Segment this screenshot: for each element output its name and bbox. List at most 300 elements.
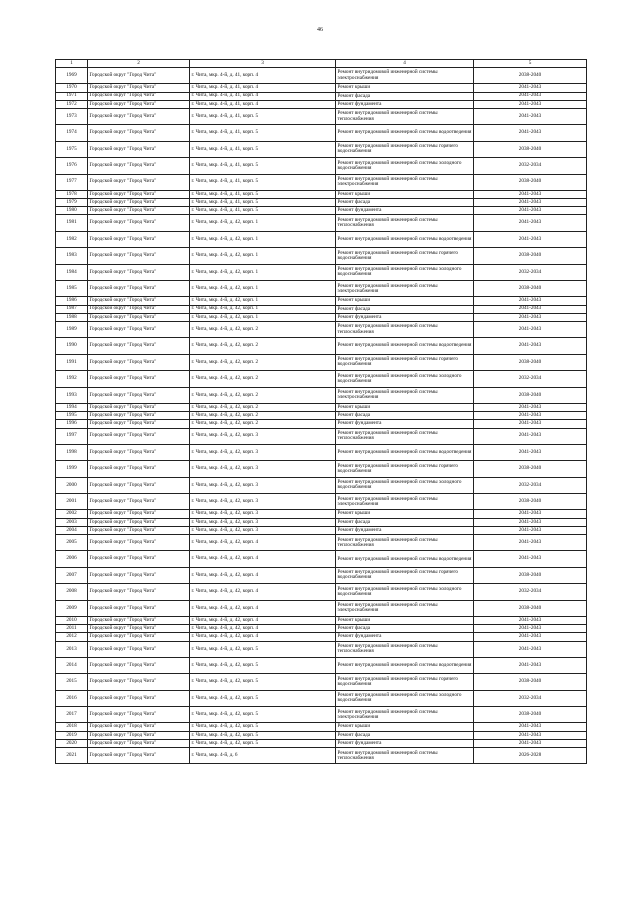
cell-number: 2017 [56,707,88,723]
cell-municipality: Городской округ "Город Чита" [88,313,190,321]
cell-work-type: Ремонт внутридомовой инженерной системы водоотведения [336,551,474,567]
cell-address: г. Чита, мкр. 4-й, д. 42, корп. 3 [190,526,336,534]
cell-period: 2041-2043 [474,125,587,141]
table-row [56,633,587,641]
cell-number: 1969 [56,68,88,84]
cell-address: г. Чита, мкр. 4-й, д. 42, корп. 1 [190,264,336,280]
cell-address: г. Чита, мкр. 4-й, д. 41, корп. 4 [190,92,336,100]
cell-work-type: Ремонт внутридомовой инженерной системы электроснабжения [336,707,474,723]
cell-work-type: Ремонт фасада [336,412,474,420]
cell-work-type: Ремонт фундамента [336,313,474,321]
cell-period: 2041-2043 [474,92,587,100]
cell-address: г. Чита, мкр. 4-й, д. 42, корп. 1 [190,281,336,297]
cell-work-type: Ремонт фундамента [336,207,474,215]
table-row [56,477,587,493]
table-row [56,674,587,690]
cell-municipality: Городской округ "Город Чита" [88,100,190,108]
table-row [56,371,587,387]
cell-municipality: Городской округ "Город Чита" [88,190,190,198]
cell-municipality: Городской округ "Город Чита" [88,731,190,739]
cell-period: 2041-2043 [474,657,587,673]
cell-number: 1992 [56,371,88,387]
cell-period: 2041-2043 [474,100,587,108]
cell-number: 1976 [56,158,88,174]
cell-address: г. Чита, мкр. 4-й, д. 42, корп. 5 [190,723,336,731]
cell-period: 2041-2043 [474,535,587,551]
cell-address: г. Чита, мкр. 4-й, д. 41, корп. 5 [190,158,336,174]
cell-address: г. Чита, мкр. 4-й, д. 42, корп. 1 [190,305,336,313]
table-row [56,190,587,198]
cell-address: г. Чита, мкр. 4-й, д. 42, корп. 3 [190,494,336,510]
cell-period: 2032-2034 [474,371,587,387]
cell-number: 2010 [56,616,88,624]
cell-period: 2041-2043 [474,199,587,207]
cell-work-type: Ремонт внутридомовой инженерной системы холодного водоснабжения [336,371,474,387]
cell-period: 2032-2034 [474,584,587,600]
cell-period: 2041-2043 [474,207,587,215]
cell-number: 1978 [56,190,88,198]
cell-address: г. Чита, мкр. 4-й, д. 42, корп. 2 [190,371,336,387]
cell-work-type: Ремонт внутридомовой инженерной системы теплоснабжения [336,748,474,764]
cell-number: 1991 [56,354,88,370]
table-row [56,248,587,264]
table-row [56,739,587,747]
cell-number: 1975 [56,141,88,157]
cell-municipality: Городской округ "Город Чита" [88,567,190,583]
cell-municipality: Городской округ "Город Чита" [88,428,190,444]
cell-municipality: Городской округ "Город Чита" [88,707,190,723]
table-row [56,444,587,460]
cell-number: 1972 [56,100,88,108]
cell-municipality: Городской округ "Город Чита" [88,207,190,215]
cell-number: 1977 [56,174,88,190]
cell-work-type: Ремонт внутридомовой инженерной системы горячего водоснабжения [336,354,474,370]
cell-number: 1973 [56,108,88,124]
register-table [55,59,587,764]
table-row [56,657,587,673]
cell-address: г. Чита, мкр. 4-й, д. 42, корп. 5 [190,657,336,673]
cell-number: 2000 [56,477,88,493]
cell-municipality: Городской округ "Город Чита" [88,494,190,510]
cell-address: г. Чита, мкр. 4-й, д. 42, корп. 2 [190,420,336,428]
header-col-3: 3 [190,60,336,68]
cell-number: 1980 [56,207,88,215]
cell-address: г. Чита, мкр. 4-й, д. 42, корп. 3 [190,428,336,444]
table-row [56,494,587,510]
table-row [56,174,587,190]
table-row [56,338,587,354]
cell-period: 2038-2040 [474,354,587,370]
table-row [56,305,587,313]
cell-number: 2008 [56,584,88,600]
cell-number: 2009 [56,600,88,616]
cell-address: г. Чита, мкр. 4-й, д. 42, корп. 1 [190,248,336,264]
table-row [56,412,587,420]
cell-period: 2038-2040 [474,707,587,723]
cell-work-type: Ремонт внутридомовой инженерной системы водоотведения [336,657,474,673]
cell-address: г. Чита, мкр. 4-й, д. 42, корп. 2 [190,338,336,354]
cell-municipality: Городской округ "Город Чита" [88,248,190,264]
cell-municipality: Городской округ "Город Чита" [88,420,190,428]
cell-municipality: Городской округ "Город Чита" [88,125,190,141]
cell-address: г. Чита, мкр. 4-й, д. 41, корп. 5 [190,141,336,157]
cell-work-type: Ремонт фасада [336,731,474,739]
cell-municipality: Городской округ "Город Чита" [88,68,190,84]
cell-period: 2041-2043 [474,526,587,534]
cell-number: 1970 [56,84,88,92]
cell-number: 2019 [56,731,88,739]
cell-address: г. Чита, мкр. 4-й, д. 42, корп. 2 [190,321,336,337]
cell-work-type: Ремонт внутридомовой инженерной системы водоотведения [336,125,474,141]
table-row [56,387,587,403]
table-body [56,68,587,764]
cell-address: г. Чита, мкр. 4-й, д. 42, корп. 4 [190,551,336,567]
cell-period: 2038-2040 [474,567,587,583]
cell-municipality: Городской округ "Город Чита" [88,199,190,207]
cell-work-type: Ремонт фасада [336,199,474,207]
cell-address: г. Чита, мкр. 4-й, д. 42, корп. 5 [190,707,336,723]
table-row [56,281,587,297]
table-row [56,510,587,518]
cell-address: г. Чита, мкр. 4-й, д. 42, корп. 1 [190,215,336,231]
cell-work-type: Ремонт фундамента [336,100,474,108]
table-row [56,207,587,215]
table-row [56,461,587,477]
cell-work-type: Ремонт внутридомовой инженерной системы холодного водоснабжения [336,158,474,174]
table-row [56,297,587,305]
cell-work-type: Ремонт внутридомовой инженерной системы холодного водоснабжения [336,584,474,600]
cell-municipality: Городской округ "Город Чита" [88,690,190,706]
cell-work-type: Ремонт внутридомовой инженерной системы электроснабжения [336,174,474,190]
cell-work-type: Ремонт внутридомовой инженерной системы холодного водоснабжения [336,477,474,493]
table-row [56,641,587,657]
cell-period: 2038-2040 [474,387,587,403]
cell-number: 1989 [56,321,88,337]
cell-work-type: Ремонт внутридомовой инженерной системы холодного водоснабжения [336,264,474,280]
header-col-1: 1 [56,60,88,68]
cell-municipality: Городской округ "Город Чита" [88,739,190,747]
cell-municipality: Городской округ "Город Чита" [88,321,190,337]
cell-municipality: Городской округ "Город Чита" [88,518,190,526]
cell-work-type: Ремонт крыши [336,297,474,305]
cell-work-type: Ремонт внутридомовой инженерной системы водоотведения [336,444,474,460]
cell-number: 1998 [56,444,88,460]
cell-municipality: Городской округ "Город Чита" [88,174,190,190]
cell-number: 2012 [56,633,88,641]
cell-work-type: Ремонт внутридомовой инженерной системы водоотведения [336,231,474,247]
cell-period: 2041-2043 [474,723,587,731]
cell-number: 2015 [56,674,88,690]
cell-municipality: Городской округ "Город Чита" [88,477,190,493]
cell-address: г. Чита, мкр. 4-й, д. 41, корп. 5 [190,207,336,215]
cell-municipality: Городской округ "Город Чита" [88,297,190,305]
table-row [56,92,587,100]
cell-period: 2038-2040 [474,600,587,616]
cell-address: г. Чита, мкр. 4-й, д. 42, корп. 1 [190,313,336,321]
cell-address: г. Чита, мкр. 4-й, д. 42, корп. 5 [190,641,336,657]
cell-work-type: Ремонт внутридомовой инженерной системы электроснабжения [336,387,474,403]
cell-address: г. Чита, мкр. 4-й, д. 42, корп. 5 [190,739,336,747]
cell-municipality: Городской округ "Город Чита" [88,461,190,477]
cell-period: 2038-2040 [474,174,587,190]
cell-period: 2038-2040 [474,494,587,510]
table-row [56,68,587,84]
cell-municipality: Городской округ "Город Чита" [88,657,190,673]
cell-address: г. Чита, мкр. 4-й, д. 41, корп. 4 [190,84,336,92]
cell-address: г. Чита, мкр. 4-й, д. 41, корп. 5 [190,190,336,198]
table-row [56,100,587,108]
cell-number: 2005 [56,535,88,551]
cell-number: 1988 [56,313,88,321]
cell-municipality: Городской округ "Город Чита" [88,281,190,297]
cell-address: г. Чита, мкр. 4-й, д. 42, корп. 3 [190,518,336,526]
cell-period: 2032-2034 [474,477,587,493]
cell-work-type: Ремонт внутридомовой инженерной системы горячего водоснабжения [336,567,474,583]
cell-address: г. Чита, мкр. 4-й, д. 41, корп. 5 [190,108,336,124]
cell-period: 2041-2043 [474,616,587,624]
cell-number: 1985 [56,281,88,297]
cell-period: 2038-2040 [474,68,587,84]
cell-number: 1987 [56,305,88,313]
cell-period: 2038-2040 [474,281,587,297]
cell-municipality: Городской округ "Город Чита" [88,674,190,690]
cell-work-type: Ремонт внутридомовой инженерной системы электроснабжения [336,68,474,84]
table-row [56,84,587,92]
cell-work-type: Ремонт внутридомовой инженерной системы водоотведения [336,338,474,354]
table-row [56,403,587,411]
page-number: 46 [317,27,323,33]
table-row [56,321,587,337]
cell-work-type: Ремонт фундамента [336,420,474,428]
cell-work-type: Ремонт внутридомовой инженерной системы горячего водоснабжения [336,141,474,157]
cell-address: г. Чита, мкр. 4-й, д. 42, корп. 4 [190,535,336,551]
cell-work-type: Ремонт внутридомовой инженерной системы теплоснабжения [336,215,474,231]
cell-number: 2011 [56,625,88,633]
table-row [56,420,587,428]
table-row [56,158,587,174]
cell-number: 1994 [56,403,88,411]
cell-number: 2016 [56,690,88,706]
cell-work-type: Ремонт внутридомовой инженерной системы горячего водоснабжения [336,248,474,264]
table-row [56,428,587,444]
cell-period: 2041-2043 [474,633,587,641]
table-row [56,199,587,207]
cell-number: 2021 [56,748,88,764]
cell-period: 2038-2040 [474,141,587,157]
cell-period: 2041-2043 [474,190,587,198]
cell-number: 2004 [56,526,88,534]
cell-address: г. Чита, мкр. 4-й, д. 42, корп. 3 [190,510,336,518]
cell-number: 1993 [56,387,88,403]
cell-municipality: Городской округ "Город Чита" [88,92,190,100]
cell-address: г. Чита, мкр. 4-й, д. 42, корп. 5 [190,674,336,690]
cell-municipality: Городской округ "Город Чита" [88,108,190,124]
cell-municipality: Городской округ "Город Чита" [88,338,190,354]
table-row [56,518,587,526]
cell-address: г. Чита, мкр. 4-й, д. 42, корп. 4 [190,600,336,616]
cell-work-type: Ремонт фасада [336,518,474,526]
cell-address: г. Чита, мкр. 4-й, д. 42, корп. 1 [190,231,336,247]
cell-municipality: Городской округ "Город Чита" [88,84,190,92]
cell-number: 2020 [56,739,88,747]
table-row [56,231,587,247]
cell-number: 1983 [56,248,88,264]
cell-address: г. Чита, мкр. 4-й, д. 42, корп. 5 [190,731,336,739]
cell-municipality: Городской округ "Город Чита" [88,584,190,600]
cell-address: г. Чита, мкр. 4-й, д. 42, корп. 5 [190,690,336,706]
cell-period: 2041-2043 [474,444,587,460]
cell-work-type: Ремонт фундамента [336,526,474,534]
cell-work-type: Ремонт внутридомовой инженерной системы горячего водоснабжения [336,674,474,690]
cell-number: 2007 [56,567,88,583]
cell-period: 2041-2043 [474,731,587,739]
header-col-2: 2 [88,60,190,68]
cell-municipality: Городской округ "Город Чита" [88,215,190,231]
cell-municipality: Городской округ "Город Чита" [88,371,190,387]
table-row [56,600,587,616]
cell-municipality: Городской округ "Город Чита" [88,641,190,657]
cell-work-type: Ремонт фасада [336,625,474,633]
table-row [56,690,587,706]
cell-number: 1982 [56,231,88,247]
cell-number: 2002 [56,510,88,518]
cell-work-type: Ремонт крыши [336,190,474,198]
table-row [56,625,587,633]
cell-period: 2041-2043 [474,338,587,354]
cell-work-type: Ремонт фасада [336,305,474,313]
cell-municipality: Городской округ "Город Чита" [88,526,190,534]
cell-number: 1974 [56,125,88,141]
cell-address: г. Чита, мкр. 4-й, д. 41, корп. 5 [190,125,336,141]
cell-number: 1979 [56,199,88,207]
cell-number: 2006 [56,551,88,567]
table-row [56,125,587,141]
cell-period: 2041-2043 [474,305,587,313]
cell-period: 2041-2043 [474,321,587,337]
cell-municipality: Городской округ "Город Чита" [88,633,190,641]
cell-period: 2041-2043 [474,403,587,411]
cell-address: г. Чита, мкр. 4-й, д. 42, корп. 4 [190,584,336,600]
cell-municipality: Городской округ "Город Чита" [88,387,190,403]
cell-work-type: Ремонт фундамента [336,633,474,641]
cell-municipality: Городской округ "Город Чита" [88,551,190,567]
cell-period: 2041-2043 [474,313,587,321]
cell-municipality: Городской округ "Город Чита" [88,412,190,420]
cell-period: 2041-2043 [474,84,587,92]
cell-period: 2041-2043 [474,739,587,747]
cell-period: 2041-2043 [474,215,587,231]
table-row [56,567,587,583]
table-row [56,215,587,231]
table-row [56,108,587,124]
cell-work-type: Ремонт внутридомовой инженерной системы электроснабжения [336,281,474,297]
cell-address: г. Чита, мкр. 4-й, д. 41, корп. 5 [190,174,336,190]
cell-address: г. Чита, мкр. 4-й, д. 42, корп. 4 [190,633,336,641]
cell-number: 1981 [56,215,88,231]
cell-number: 1984 [56,264,88,280]
cell-period: 2032-2034 [474,690,587,706]
cell-work-type: Ремонт крыши [336,723,474,731]
cell-municipality: Городской округ "Город Чита" [88,535,190,551]
cell-work-type: Ремонт крыши [336,403,474,411]
cell-municipality: Городской округ "Город Чита" [88,723,190,731]
cell-address: г. Чита, мкр. 4-й, д. 42, корп. 3 [190,461,336,477]
cell-period: 2041-2043 [474,518,587,526]
cell-address: г. Чита, мкр. 4-й, д. 42, корп. 1 [190,297,336,305]
cell-number: 2013 [56,641,88,657]
table-row [56,526,587,534]
cell-period: 2041-2043 [474,551,587,567]
header-col-4: 4 [336,60,474,68]
cell-number: 1997 [56,428,88,444]
cell-period: 2032-2034 [474,158,587,174]
cell-municipality: Городской округ "Город Чита" [88,510,190,518]
cell-work-type: Ремонт внутридомовой инженерной системы теплоснабжения [336,641,474,657]
table-row [56,141,587,157]
cell-period: 2041-2043 [474,625,587,633]
cell-work-type: Ремонт внутридомовой инженерной системы теплоснабжения [336,535,474,551]
cell-work-type: Ремонт внутридомовой инженерной системы электроснабжения [336,494,474,510]
cell-work-type: Ремонт внутридомовой инженерной системы теплоснабжения [336,428,474,444]
cell-address: г. Чита, мкр. 4-й, д. 42, корп. 4 [190,567,336,583]
table-row [56,707,587,723]
cell-address: г. Чита, мкр. 4-й, д. 42, корп. 2 [190,403,336,411]
cell-work-type: Ремонт внутридомовой инженерной системы холодного водоснабжения [336,690,474,706]
cell-municipality: Городской округ "Город Чита" [88,141,190,157]
cell-work-type: Ремонт крыши [336,510,474,518]
cell-municipality: Городской округ "Город Чита" [88,305,190,313]
table-row [56,264,587,280]
cell-number: 1999 [56,461,88,477]
cell-number: 2014 [56,657,88,673]
cell-number: 2003 [56,518,88,526]
cell-period: 2032-2034 [474,264,587,280]
table-row [56,616,587,624]
cell-municipality: Городской округ "Город Чита" [88,354,190,370]
cell-period: 2026-2028 [474,748,587,764]
cell-municipality: Городской округ "Город Чита" [88,600,190,616]
cell-period: 2038-2040 [474,461,587,477]
cell-address: г. Чита, мкр. 4-й, д. 41, корп. 4 [190,68,336,84]
cell-work-type: Ремонт крыши [336,84,474,92]
cell-period: 2041-2043 [474,428,587,444]
cell-municipality: Городской округ "Город Чита" [88,403,190,411]
table-row [56,731,587,739]
cell-number: 1990 [56,338,88,354]
cell-municipality: Городской округ "Город Чита" [88,158,190,174]
cell-number: 1995 [56,412,88,420]
cell-municipality: Городской округ "Город Чита" [88,264,190,280]
cell-work-type: Ремонт внутридомовой инженерной системы теплоснабжения [336,321,474,337]
cell-address: г. Чита, мкр. 4-й, д. 41, корп. 5 [190,199,336,207]
cell-period: 2038-2040 [474,248,587,264]
cell-number: 2018 [56,723,88,731]
table-row [56,313,587,321]
table-row [56,551,587,567]
cell-address: г. Чита, мкр. 4-й, д. 42, корп. 4 [190,616,336,624]
cell-work-type: Ремонт внутридомовой инженерной системы горячего водоснабжения [336,461,474,477]
table-row [56,535,587,551]
table-row [56,584,587,600]
cell-number: 1971 [56,92,88,100]
cell-number: 2001 [56,494,88,510]
header-row [56,60,587,68]
cell-address: г. Чита, мкр. 4-й, д. 42, корп. 2 [190,412,336,420]
table-row [56,748,587,764]
cell-address: г. Чита, мкр. 4-й, д. 42, корп. 3 [190,477,336,493]
cell-address: г. Чита, мкр. 4-й, д. 42, корп. 3 [190,444,336,460]
cell-work-type: Ремонт фасада [336,92,474,100]
